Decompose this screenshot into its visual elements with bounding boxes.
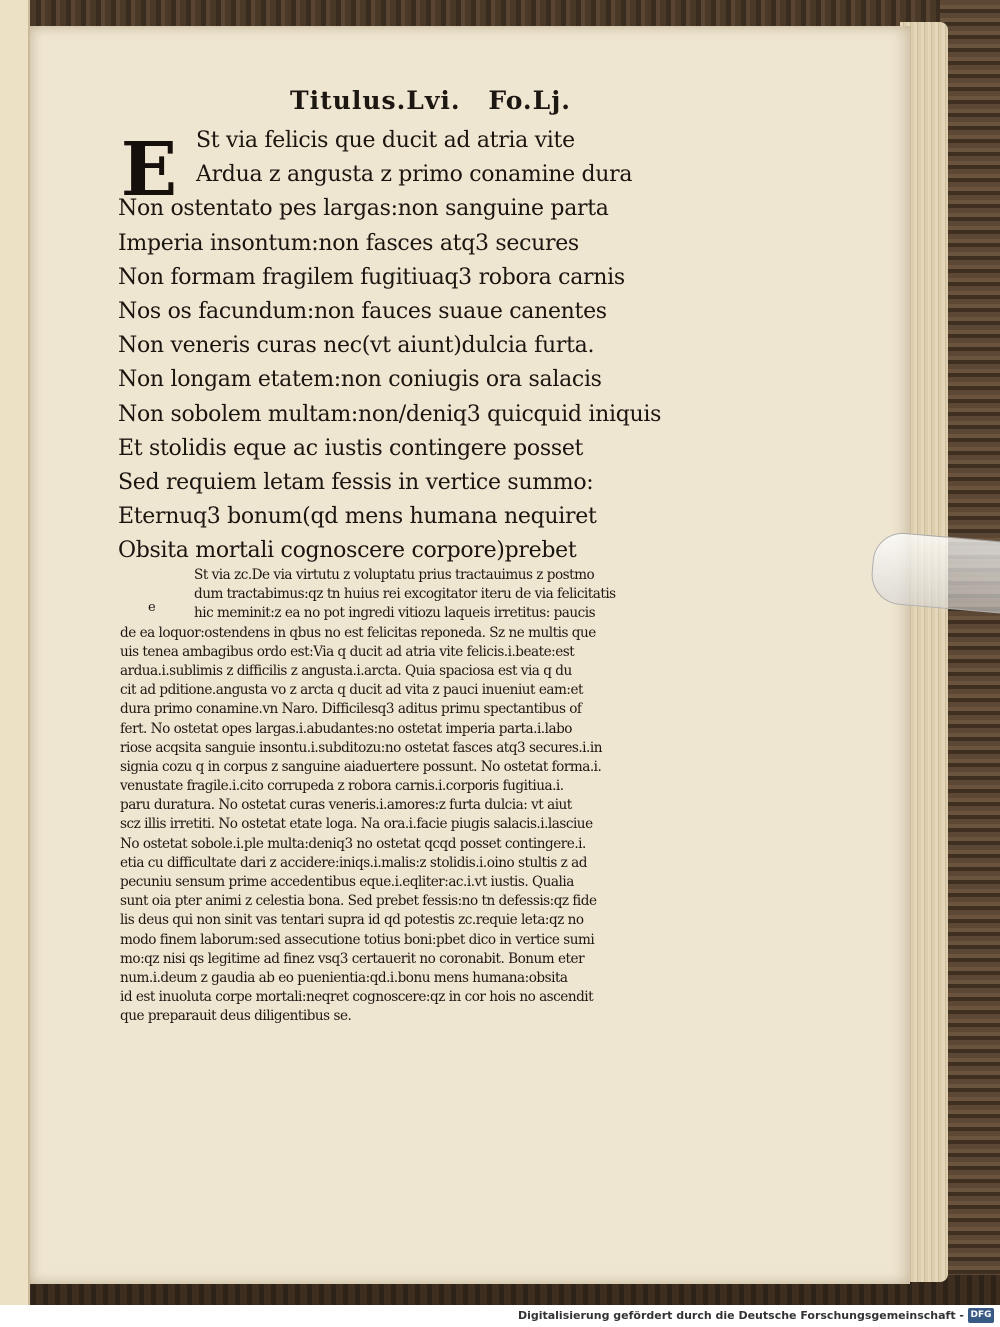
verse-line: Nos os facundum:non fauces suaue canentes (118, 298, 607, 324)
dfg-logo: DFG (968, 1308, 994, 1323)
commentary-line: fert. No ostetat opes largas.i.abudantes:no ostetat imperia parta.i.labo (120, 720, 572, 737)
verse-line: Non sobolem multam:non/deniq3 quicquid iniquis (118, 401, 662, 427)
commentary-line: pecuniu sensum prime accedentibus eque.i.eqliter:ac.i.vt iustis. Qualia (120, 874, 574, 890)
commentary-line: cit ad pditione.angusta vo z arcta q ducit ad vita z pauci inueniut eam:et (120, 682, 583, 699)
commentary-line: sunt oia pter animi z celestia bona. Sed prebet fessis:no tn defessis:qz fide (120, 893, 597, 910)
verse-line: Obsita mortali cognoscere corpore)prebet (118, 538, 577, 564)
commentary-line: de ea loquor:ostendens in qbus no est felicitas reponeda. Sz ne multis que (120, 624, 596, 641)
verse-line: Ardua z angusta z primo conamine dura (196, 162, 633, 188)
commentary-line: que preparauit deus diligentibus se. (120, 1008, 352, 1025)
verse-line: Non longam etatem:non coniugis ora salacis (118, 367, 602, 393)
facing-page-edge (0, 0, 30, 1305)
commentary-line: ardua.i.sublimis z difficilis z angusta.i.arcta. Quia spaciosa est via q du (120, 662, 572, 679)
commentary-line: venustate fragile.i.cito corrupeda z robora carnis.i.corporis fugitiua.i. (120, 778, 564, 795)
verse-line: Imperia insontum:non fasces atq3 secures (118, 230, 579, 256)
commentary-line: paru duratura. No ostetat curas veneris.i.amores:z furta dulcia: vt aiut (120, 797, 572, 814)
verse-line: Non formam fragilem fugitiuaq3 robora carnis (118, 264, 625, 290)
commentary-line: No ostetat sobole.i.ple multa:deniq3 no ostetat qcqd posset contingere.i. (120, 835, 586, 852)
margin-marker: e (148, 600, 156, 615)
footer-bar (0, 1305, 1000, 1327)
commentary-line: riose acqsita sanguie insontu.i.subditozu:no ostetat fasces atq3 secures.i.in (120, 739, 602, 756)
verse-line: St via felicis que ducit ad atria vite (196, 128, 575, 153)
funding-credit: Digitalisierung gefördert durch die Deutsche Forschungsgemeinschaft - (517, 1309, 964, 1322)
commentary-line: St via zc.De via virtutu z voluptatu prius tractauimus z postmo (194, 567, 595, 583)
verse-text (118, 124, 678, 568)
commentary-line: scz illis irretiti. No ostetat etate loga. Na ora.i.facie piugis salacis.i.lasciue (120, 816, 593, 833)
commentary-line: signia cozu q in corpus z sanguine aiaduertere possunt. No ostetat forma.i. (120, 758, 602, 775)
commentary-line: mo:qz nisi qs legitime ad finez vsq3 certauerit no coronabit. Bonum eter (120, 950, 585, 967)
commentary-line: dum tractabimus:qz tn huius rei excogitator iteru de via felicitatis (194, 586, 616, 603)
running-header-title: Titulus.Lvi. (290, 86, 461, 115)
commentary-text (120, 566, 692, 1027)
commentary-line: num.i.deum z gaudia ab eo puenientia:qd.i.bonu mens humana:obsita (120, 969, 568, 986)
verse-line: Et stolidis eque ac iustis contingere posset (118, 435, 584, 461)
verse-line: Non ostentato pes largas:non sanguine parta (118, 196, 609, 222)
commentary-line: etia cu difficultate dari z accidere:iniqs.i.malis:z stolidis.i.oino stultis z ad (120, 854, 587, 871)
commentary-line: uis tenea ambagibus ordo est:Via q ducit ad atria vite felicis.i.beate:est (120, 643, 575, 660)
folio-number: Fo.Lj. (488, 86, 571, 115)
plastic-clip (869, 530, 1000, 613)
commentary-line: modo finem laborum:sed assecutione totius boni:pbet dico in vertice sumi (120, 931, 595, 948)
commentary-line: hic meminit:z ea no pot ingredi vitiozu laqueis irretitus: paucis (194, 605, 596, 622)
verse-line: Non veneris curas nec(vt aiunt)dulcia furta. (118, 333, 595, 359)
commentary-line: lis deus qui non sinit vas tentari supra id qd potestis zc.requie leta:qz no (120, 912, 584, 929)
verse-line: Sed requiem letam fessis in vertice summo: (118, 469, 594, 495)
verse-line: Eternuq3 bonum(qd mens humana nequiret (118, 504, 597, 530)
commentary-line: dura primo conamine.vn Naro. Difficilesq3 aditus primu spectantibus of (120, 701, 582, 718)
commentary-line: id est inuoluta corpe mortali:neqret cognoscere:qz in cor hois no ascendit (120, 989, 594, 1006)
running-header (290, 86, 590, 115)
binding-board-right (940, 0, 1000, 1305)
decorated-initial: E (120, 127, 178, 213)
